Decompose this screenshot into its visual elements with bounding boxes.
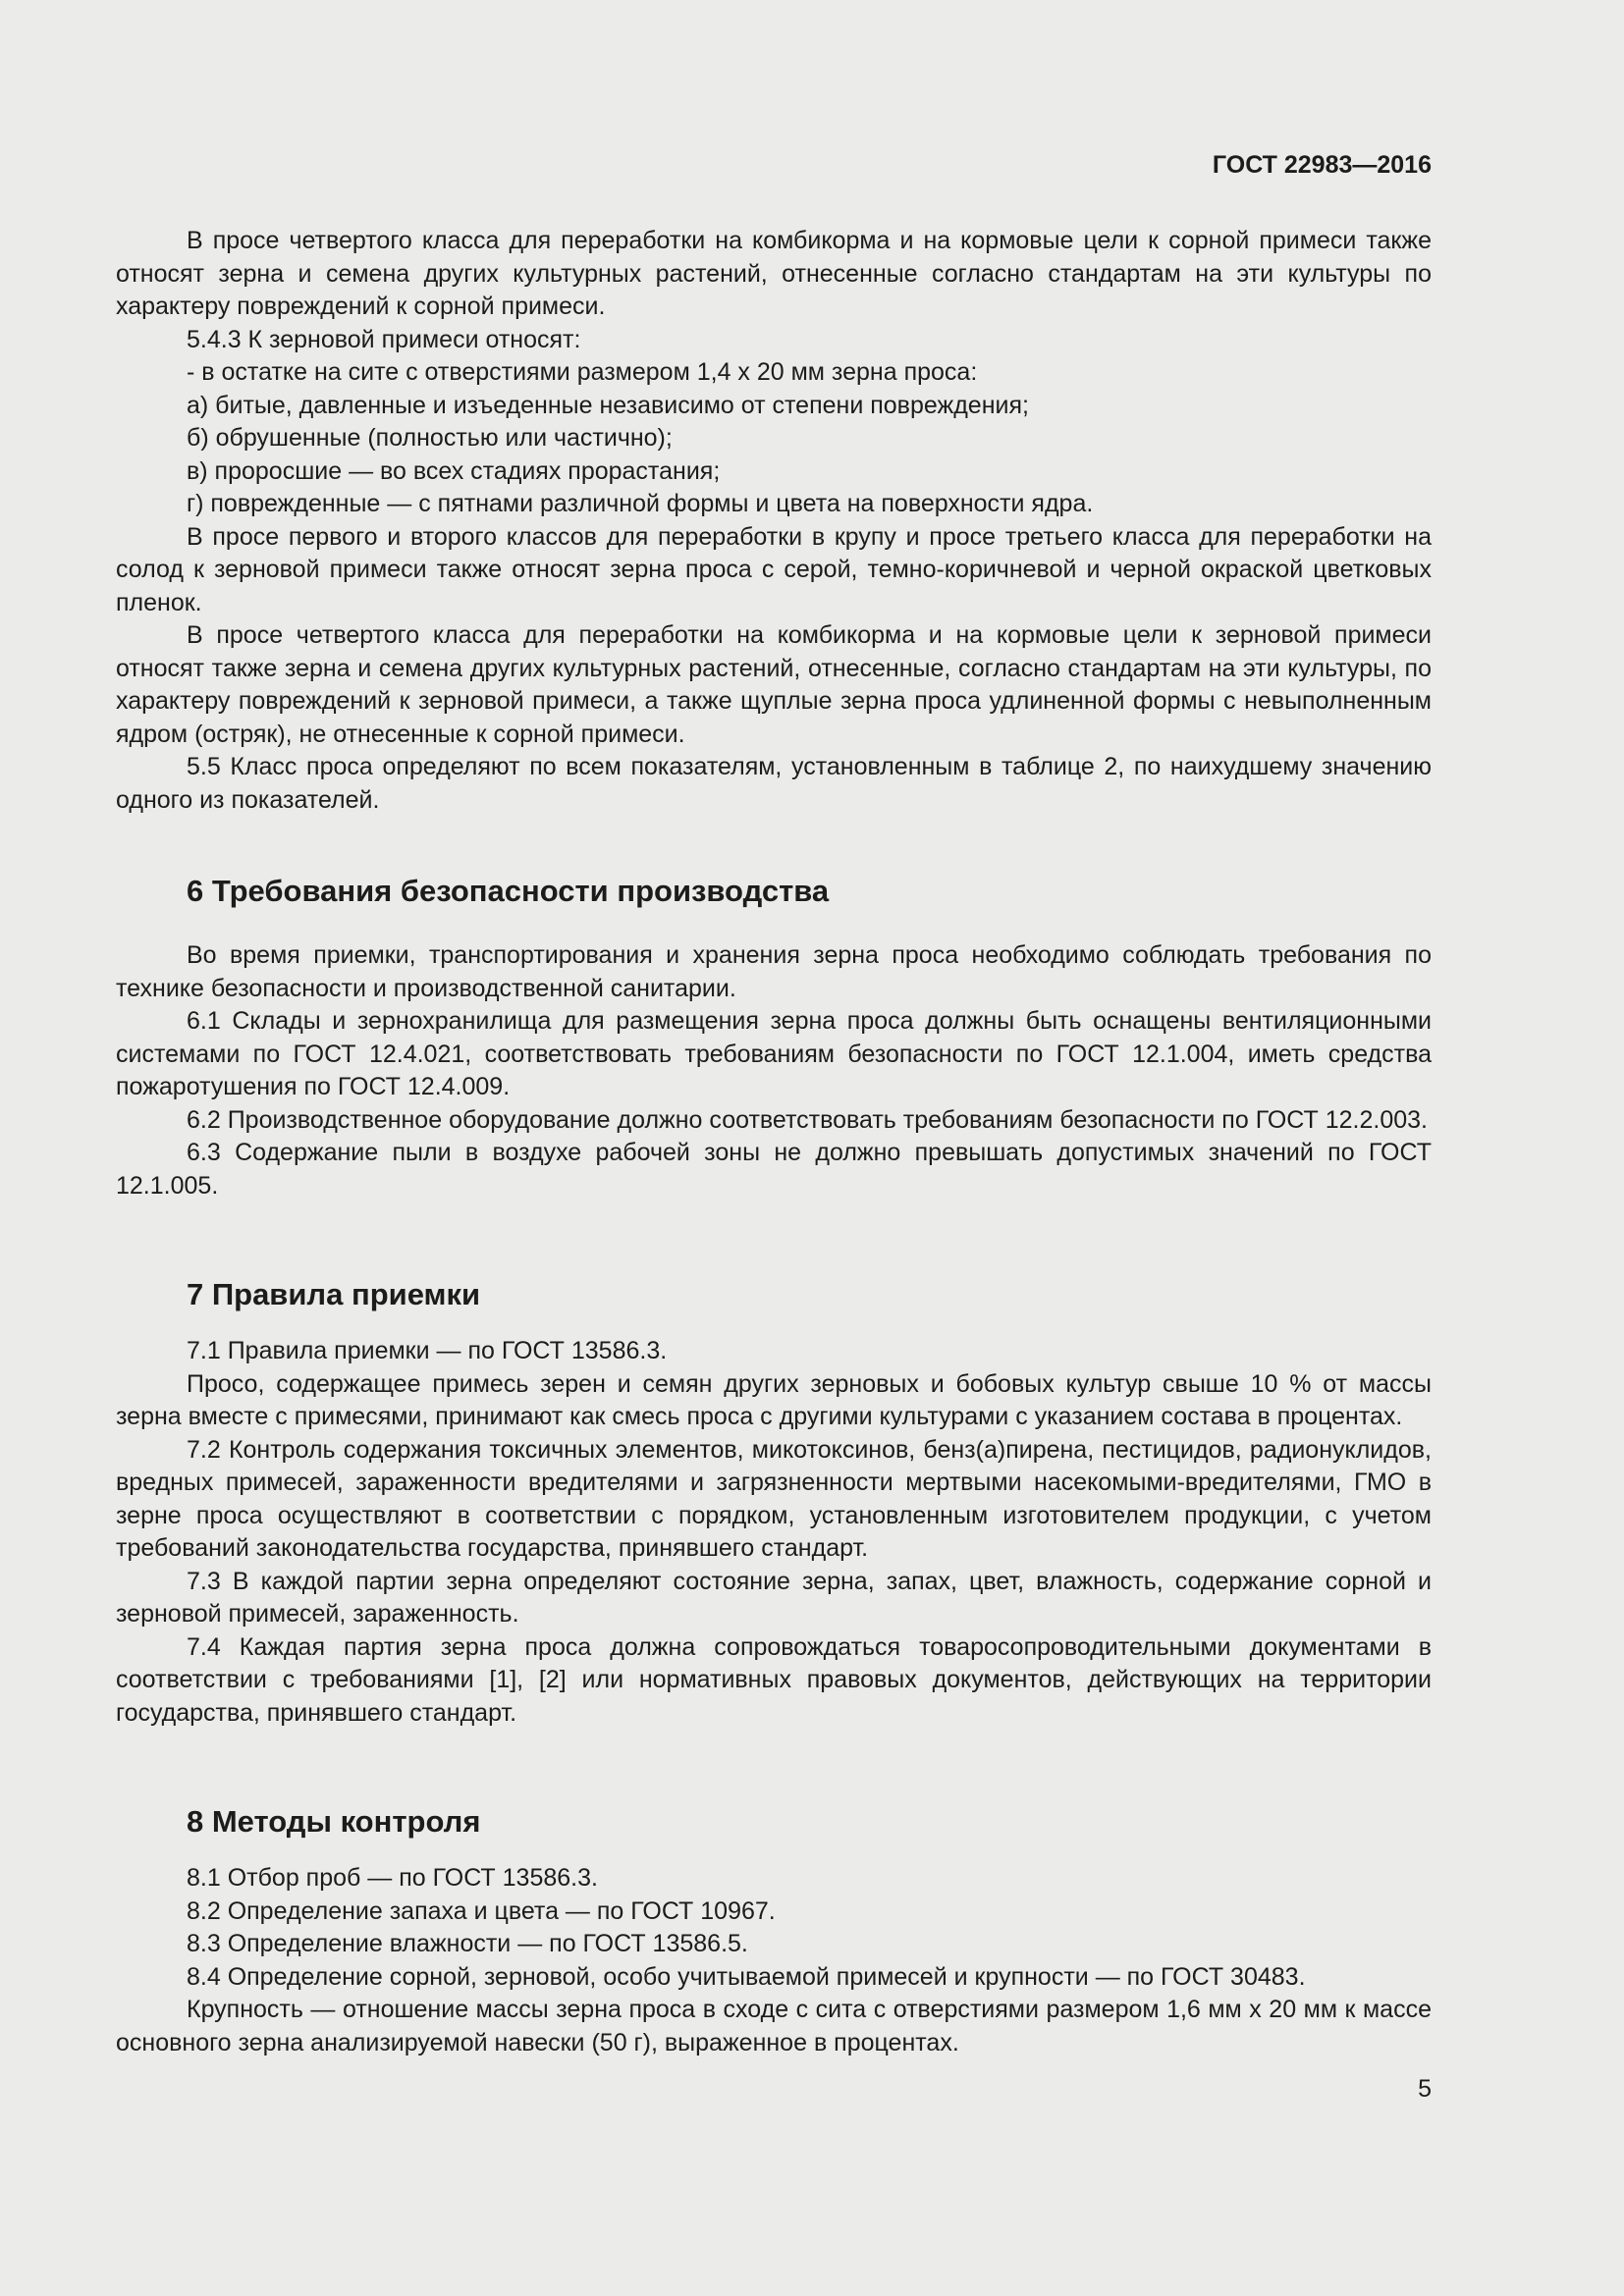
- page-number: 5: [1418, 2075, 1432, 2103]
- document-code-header: ГОСТ 22983—2016: [1212, 151, 1432, 179]
- list-intro: - в остатке на сите с отверстиями размером 1,4 х 20 мм зерна проса:: [187, 358, 978, 386]
- clause-7-4: 7.4 Каждая партия зерна проса должна сопровождаться товаросопроводительными документами в соответствии с требованиями [1], [2] или нормативных правовых документов, действующих на территории государства, принявшего стандарт.: [116, 1632, 1432, 1727]
- section-6-body: [116, 939, 1432, 1202]
- paragraph: Во время приемки, транспортирования и хранения зерна проса необходимо соблюдать требования по технике безопасности и производственной санитарии.: [116, 941, 1432, 1002]
- clause-7-3: 7.3 В каждой партии зерна определяют состояние зерна, запах, цвет, влажность, содержание сорной и зерновой примесей, зараженность.: [116, 1567, 1432, 1628]
- clause-7-1: 7.1 Правила приемки — по ГОСТ 13586.3.: [187, 1337, 668, 1364]
- list-item-v: в) проросшие — во всех стадиях прорастания;: [187, 456, 721, 485]
- clause-7-2: 7.2 Контроль содержания токсичных элементов, микотоксинов, бенз(а)пирена, пестицидов, радионуклидов, вредных примесей, зараженности вредителями и загрязненности мертвыми насекомыми-вредителями, ГМО в зерне проса осуществляют в соответствии с порядком, установленным изготовителем продукции, с учетом требований законодательства государства, принявшего стандарт.: [116, 1435, 1432, 1562]
- clause-6-3: 6.3 Содержание пыли в воздухе рабочей зоны не должно превышать допустимых значений по ГОСТ 12.1.005.: [116, 1139, 1432, 1200]
- section-6-heading: 6 Требования безопасности производства: [187, 874, 830, 908]
- clause-6-1: 6.1 Склады и зернохранилища для размещения зерна проса должны быть оснащены вентиляционными системами по ГОСТ 12.4.021, соответствовать требованиям безопасности по ГОСТ 12.1.004, иметь средства пожаротушения по ГОСТ 12.4.009.: [116, 1007, 1432, 1100]
- clause-8-2: 8.2 Определение запаха и цвета — по ГОСТ 10967.: [187, 1896, 776, 1925]
- paragraph: В просе четвертого класса для переработки на комбикорма и на кормовые цели к зерновой примеси относят также зерна и семена других культурных растений, отнесенные, согласно стандартам на эти культуры, по характеру повреждений к зерновой примеси, а также щуплые зерна проса удлиненной формы с невыполненным ядром (остряк), не отнесенные к сорной примеси.: [116, 621, 1432, 748]
- clause-8-4: 8.4 Определение сорной, зерновой, особо учитываемой примесей и крупности — по ГОСТ 30483.: [187, 1962, 1306, 1991]
- paragraph: Крупность — отношение массы зерна проса в сходе с сита с отверстиями размером 1,6 мм х 20 мм к массе основного зерна анализируемой навески (50 г), выраженное в процентах.: [116, 1996, 1432, 2056]
- clause-8-1: 8.1 Отбор проб — по ГОСТ 13586.3.: [187, 1864, 598, 1892]
- list-item-g: г) поврежденные — с пятнами различной формы и цвета на поверхности ядра.: [187, 490, 1094, 517]
- clause-5-4-3: 5.4.3 К зерновой примеси относят:: [187, 325, 581, 353]
- section-7-heading: 7 Правила приемки: [187, 1277, 481, 1311]
- paragraph: Просо, содержащее примесь зерен и семян других зерновых и бобовых культур свыше 10 % от массы зерна вместе с примесями, принимают как смесь проса с другими культурами с указанием состава в процентах.: [116, 1369, 1432, 1430]
- clause-5-5: 5.5 Класс проса определяют по всем показателям, установленным в таблице 2, по наихудшему значению одного из показателей.: [116, 753, 1432, 814]
- list-item-b: б) обрушенные (полностью или частично);: [187, 424, 673, 452]
- list-item-a: а) битые, давленные и изъеденные независимо от степени повреждения;: [187, 391, 1029, 419]
- section-8-body: [116, 1862, 1432, 2059]
- paragraph: В просе первого и второго классов для переработки в крупу и просе третьего класса для переработки на солод к зерновой примеси также относят зерна проса с серой, темно-коричневой и черной окраской цветковых пленок.: [116, 522, 1432, 616]
- section-7-body: [116, 1335, 1432, 1730]
- clause-6-2: 6.2 Производственное оборудование должно соответствовать требованиям безопасности по ГОСТ 12.2.003.: [187, 1105, 1428, 1134]
- section-8-heading: 8 Методы контроля: [187, 1804, 481, 1839]
- paragraph: В просе четвертого класса для переработки на комбикорма и на кормовые цели к сорной примеси также относят зерна и семена других культурных растений, отнесенные согласно стандартам на эти культуры по характеру повреждений к сорной примеси.: [116, 227, 1432, 320]
- section-5-continuation: [116, 225, 1432, 817]
- clause-8-3: 8.3 Определение влажности — по ГОСТ 13586.5.: [187, 1930, 748, 1957]
